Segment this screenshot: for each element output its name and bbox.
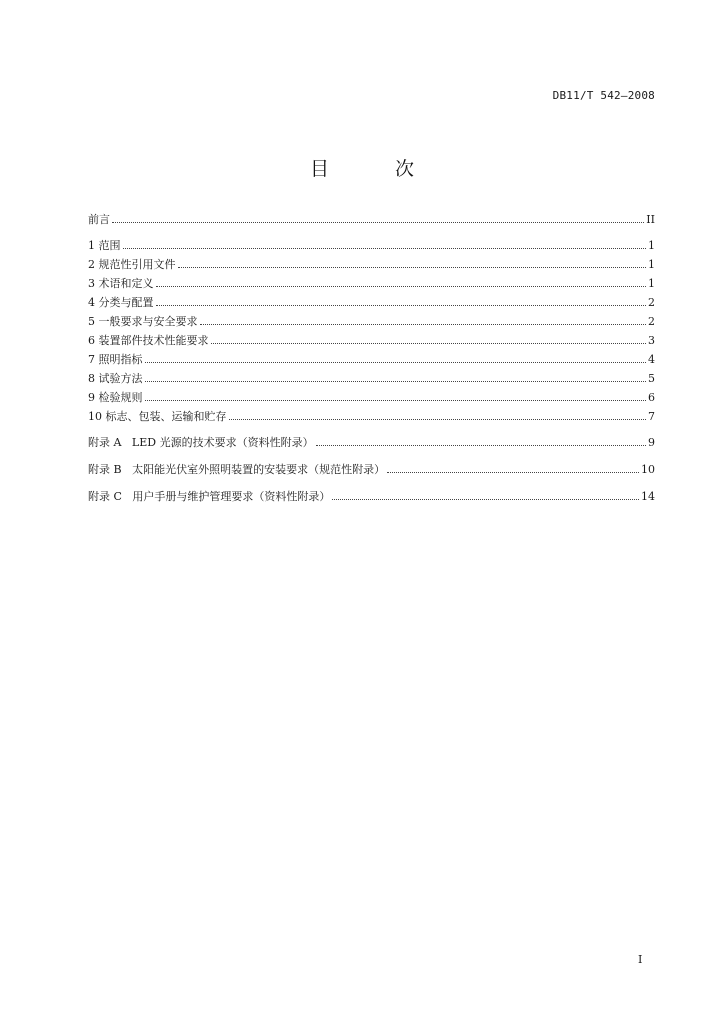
toc-entry-page: 10 (641, 463, 655, 476)
toc-entry-label: 10 标志、包装、运输和贮存 (88, 410, 227, 423)
toc-entry-page: 1 (648, 277, 655, 290)
toc-entry-page: 5 (648, 372, 655, 385)
toc-entry-page: 6 (648, 391, 655, 404)
toc-entry-10[interactable] (88, 407, 655, 423)
toc-entry-label: 1 范围 (88, 239, 121, 252)
toc-entry-foreword[interactable] (88, 210, 655, 226)
toc-leader-dots (145, 381, 647, 382)
toc-leader-dots (112, 222, 644, 223)
toc-entry-page: 1 (648, 258, 655, 271)
toc-entry-appendix-b[interactable] (88, 460, 655, 476)
toc-entry-appendix-c[interactable] (88, 487, 655, 503)
toc-entry-label: 5 一般要求与安全要求 (88, 315, 198, 328)
toc-entry-1[interactable] (88, 236, 655, 252)
toc-entry-page: 14 (641, 490, 655, 503)
toc-entry-5[interactable] (88, 312, 655, 328)
toc-entry-4[interactable] (88, 293, 655, 309)
toc-entry-page: II (646, 213, 655, 226)
toc-leader-dots (229, 419, 647, 420)
toc-entry-label: 前言 (88, 213, 110, 226)
toc-entry-page: 2 (648, 296, 655, 309)
document-code: DB11/T 542—2008 (552, 89, 655, 102)
toc-entry-label: 4 分类与配置 (88, 296, 154, 309)
toc-leader-dots (145, 362, 647, 363)
toc-leader-dots (387, 472, 639, 473)
toc-leader-dots (200, 324, 647, 325)
toc-entry-8[interactable] (88, 369, 655, 385)
toc-leader-dots (316, 445, 646, 446)
toc-leader-dots (156, 286, 647, 287)
toc-entry-6[interactable] (88, 331, 655, 347)
toc-entry-appendix-a[interactable] (88, 433, 655, 449)
toc-leader-dots (211, 343, 647, 344)
toc-entry-label: 附录 A LED 光源的技术要求（资料性附录） (88, 436, 314, 449)
toc-entry-label: 附录 B 太阳能光伏室外照明装置的安装要求（规范性附录） (88, 463, 386, 476)
toc-entry-page: 1 (648, 239, 655, 252)
toc-leader-dots (123, 248, 647, 249)
toc-entry-label: 附录 C 用户手册与维护管理要求（资料性附录） (88, 490, 331, 503)
toc-entry-2[interactable] (88, 255, 655, 271)
toc-entry-9[interactable] (88, 388, 655, 404)
toc-leader-dots (178, 267, 647, 268)
toc-entry-page: 3 (648, 334, 655, 347)
toc-entry-page: 4 (648, 353, 655, 366)
toc-entry-label: 3 术语和定义 (88, 277, 154, 290)
toc-leader-dots (156, 305, 647, 306)
toc-entry-label: 8 试验方法 (88, 372, 143, 385)
toc-title: 目 次 (309, 158, 445, 180)
toc-entry-label: 7 照明指标 (88, 353, 143, 366)
toc-entry-label: 9 检验规则 (88, 391, 143, 404)
toc-entry-page: 2 (648, 315, 655, 328)
toc-leader-dots (332, 499, 639, 500)
toc-entry-label: 2 规范性引用文件 (88, 258, 176, 271)
toc-entry-3[interactable] (88, 274, 655, 290)
page-number: I (638, 953, 643, 966)
toc-entry-7[interactable] (88, 350, 655, 366)
toc-entry-page: 9 (648, 436, 655, 449)
toc-entry-label: 6 装置部件技术性能要求 (88, 334, 209, 347)
toc-entry-page: 7 (648, 410, 655, 423)
toc-leader-dots (145, 400, 647, 401)
